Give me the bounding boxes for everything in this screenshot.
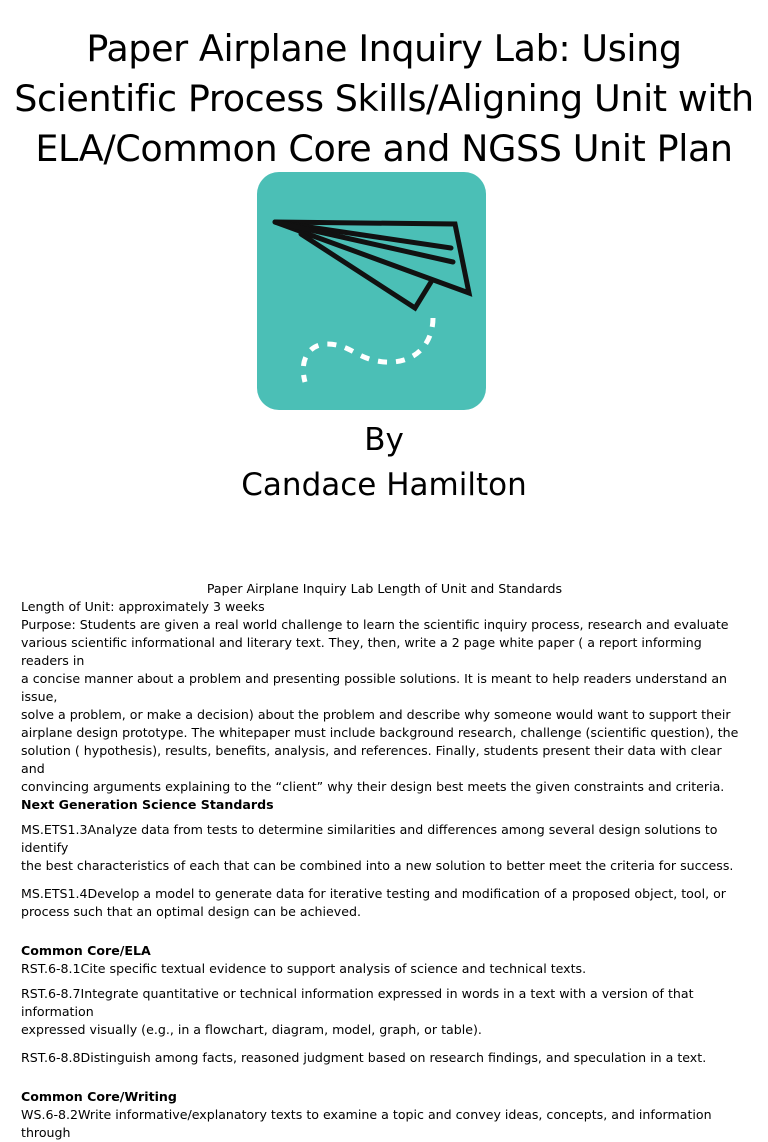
title-line-1: Paper Airplane Inquiry Lab: Using xyxy=(86,27,682,70)
ela-standard-1: RST.6-8.1Cite specific textual evidence to support analysis of science and technical texts. xyxy=(21,961,587,976)
purpose-line-1: Purpose: Students are given a real world challenge to learn the scientific inquiry process, research and evaluate xyxy=(21,617,729,632)
purpose-line-5: airplane design prototype. The whitepaper must include background research, challenge (scientific question), the xyxy=(21,725,739,740)
writing-heading: Common Core/Writing xyxy=(21,1089,177,1104)
ngss-heading: Next Generation Science Standards xyxy=(21,797,274,812)
ngss-standard-1-line-1: MS.ETS1.3Analyze data from tests to determine similarities and differences among several design solutions to identify xyxy=(21,822,718,855)
title-line-2: Scientific Process Skills/Aligning Unit with xyxy=(14,77,754,120)
purpose-line-2: various scientific informational and literary text. They, then, write a 2 page white paper ( a report informing readers in xyxy=(21,635,702,668)
ela-standard-2-line-2: expressed visually (e.g., in a flowchart, diagram, model, graph, or table). xyxy=(21,1022,482,1037)
page-title xyxy=(10,24,758,174)
ngss-standard-2-line-1: MS.ETS1.4Develop a model to generate data for iterative testing and modification of a proposed object, tool, or xyxy=(21,886,726,901)
purpose-line-6: solution ( hypothesis), results, benefits, analysis, and references. Finally, students present their data with clear and xyxy=(21,743,722,776)
document-body xyxy=(21,580,748,1142)
ela-standard-3: RST.6-8.8Distinguish among facts, reasoned judgment based on research findings, and speculation in a text. xyxy=(21,1050,707,1065)
purpose-line-4: solve a problem, or make a decision) about the problem and describe why someone would want to support their xyxy=(21,707,731,722)
author-name: Candace Hamilton xyxy=(241,467,527,503)
document-heading: Paper Airplane Inquiry Lab Length of Unit and Standards xyxy=(206,581,563,596)
ngss-standard-2-line-2: process such that an optimal design can be achieved. xyxy=(21,904,361,919)
ela-standard-2-line-1: RST.6-8.7Integrate quantitative or technical information expressed in words in a text with a version of that information xyxy=(21,986,694,1019)
purpose-line-3: a concise manner about a problem and presenting possible solutions. It is meant to help readers understand an issue, xyxy=(21,671,728,704)
ela-heading: Common Core/ELA xyxy=(21,943,151,958)
unit-length: Length of Unit: approximately 3 weeks xyxy=(21,599,265,614)
title-line-3: ELA/Common Core and NGSS Unit Plan xyxy=(35,127,733,170)
paper-airplane-icon xyxy=(257,172,486,410)
by-label: By xyxy=(364,422,404,458)
byline xyxy=(0,418,768,508)
purpose-line-7: convincing arguments explaining to the “client” why their design best meets the given constraints and criteria. xyxy=(21,779,725,794)
ngss-standard-1-line-2: the best characteristics of each that can be combined into a new solution to better meet the criteria for success. xyxy=(21,858,734,873)
writing-standard-partial: WS.6-8.2Write informative/explanatory texts to examine a topic and convey ideas, concepts, and information through xyxy=(21,1107,712,1140)
